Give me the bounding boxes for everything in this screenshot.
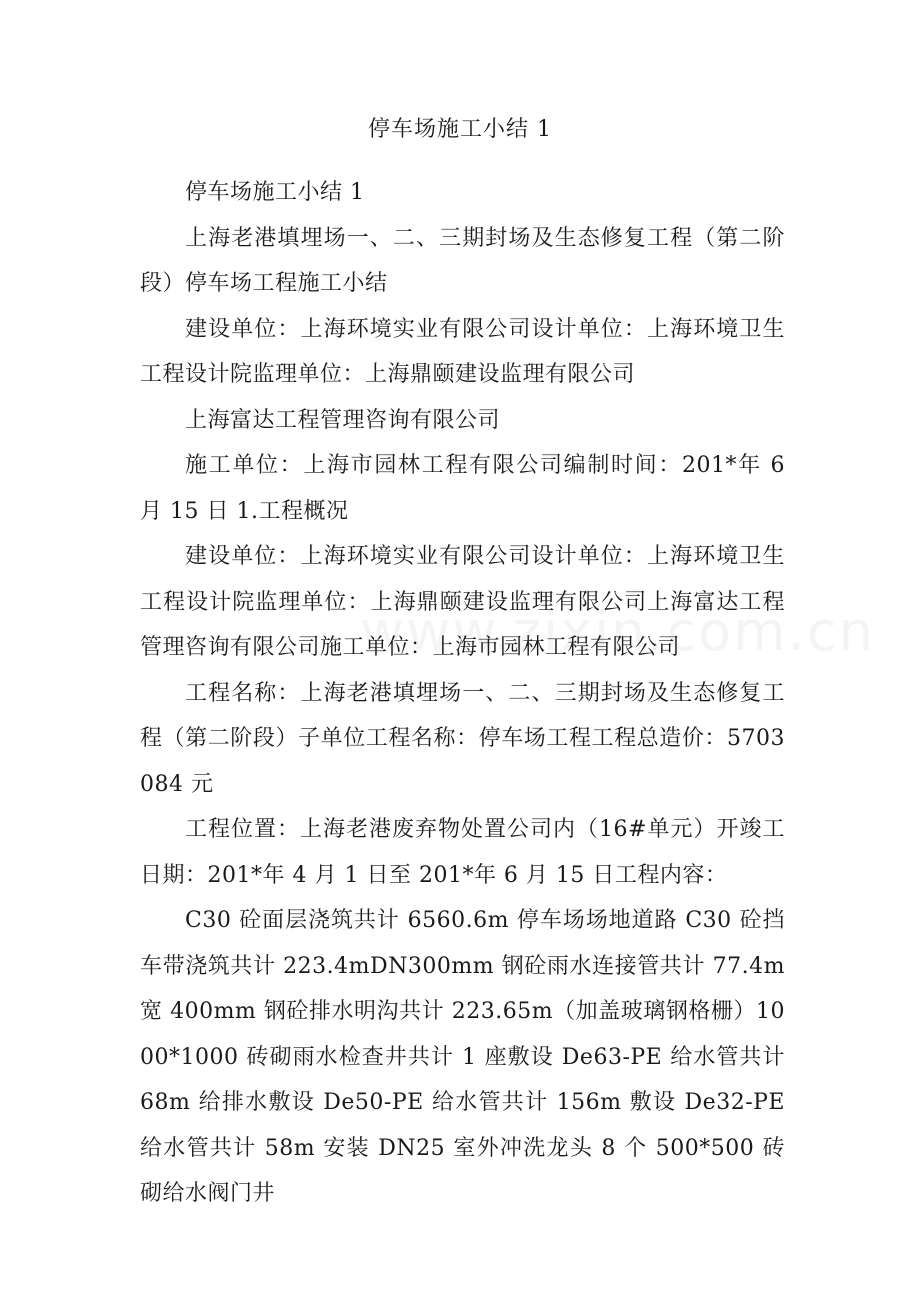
- document-body: [140, 170, 785, 1217]
- paragraph-units-overview: 建设单位：上海环境实业有限公司设计单位：上海环境卫生工程设计院监理单位：上海鼎颐建设监理有限公司上海富达工程管理咨询有限公司施工单位：上海市园林工程有限公司: [140, 544, 785, 660]
- paragraph-location-dates: 工程位置：上海老港废弃物处置公司内（16#单元）开竣工日期：201*年 4 月 1 日至 201*年 6 月 15 日工程内容：: [140, 817, 785, 888]
- paragraph-project-name-cost: 工程名称：上海老港填埋场一、二、三期封场及生态修复工程（第二阶段）子单位工程名称：停车场工程工程总造价：5703084 元: [140, 680, 785, 797]
- paragraph-contractor-date: 施工单位：上海市园林工程有限公司编制时间：201*年 6 月 15 日 1.工程概况: [140, 453, 785, 524]
- paragraph-consultant: 上海富达工程管理咨询有限公司: [185, 407, 501, 433]
- paragraph-heading: 停车场施工小结 1: [185, 180, 365, 205]
- paragraph-project-title: 上海老港填埋场一、二、三期封场及生态修复工程（第二阶段）停车场工程施工小结: [140, 225, 785, 296]
- paragraph-units: 建设单位：上海环境实业有限公司设计单位：上海环境卫生工程设计院监理单位：上海鼎颐建设监理有限公司: [140, 316, 785, 387]
- paragraph-work-content: C30 砼面层浇筑共计 6560.6m 停车场场地道路 C30 砼挡车带浇筑共计 223.4mDN300mm 钢砼雨水连接管共计 77.4m 宽 400mm 钢砼排水明沟共计 223.65m（加盖玻璃钢格栅）1000*1000 砖砌雨水检查井共计 1 座敷设 De63-PE 给水管共计 68m 给排水敷设 De50-PE 给水管共计 156m 敷设 De32-PE 给水管共计 58m 安装 DN25 室外冲洗龙头 8 个 500*500 砖砌给水阀门井: [140, 908, 785, 1206]
- document-title: 停车场施工小结 1: [368, 117, 552, 142]
